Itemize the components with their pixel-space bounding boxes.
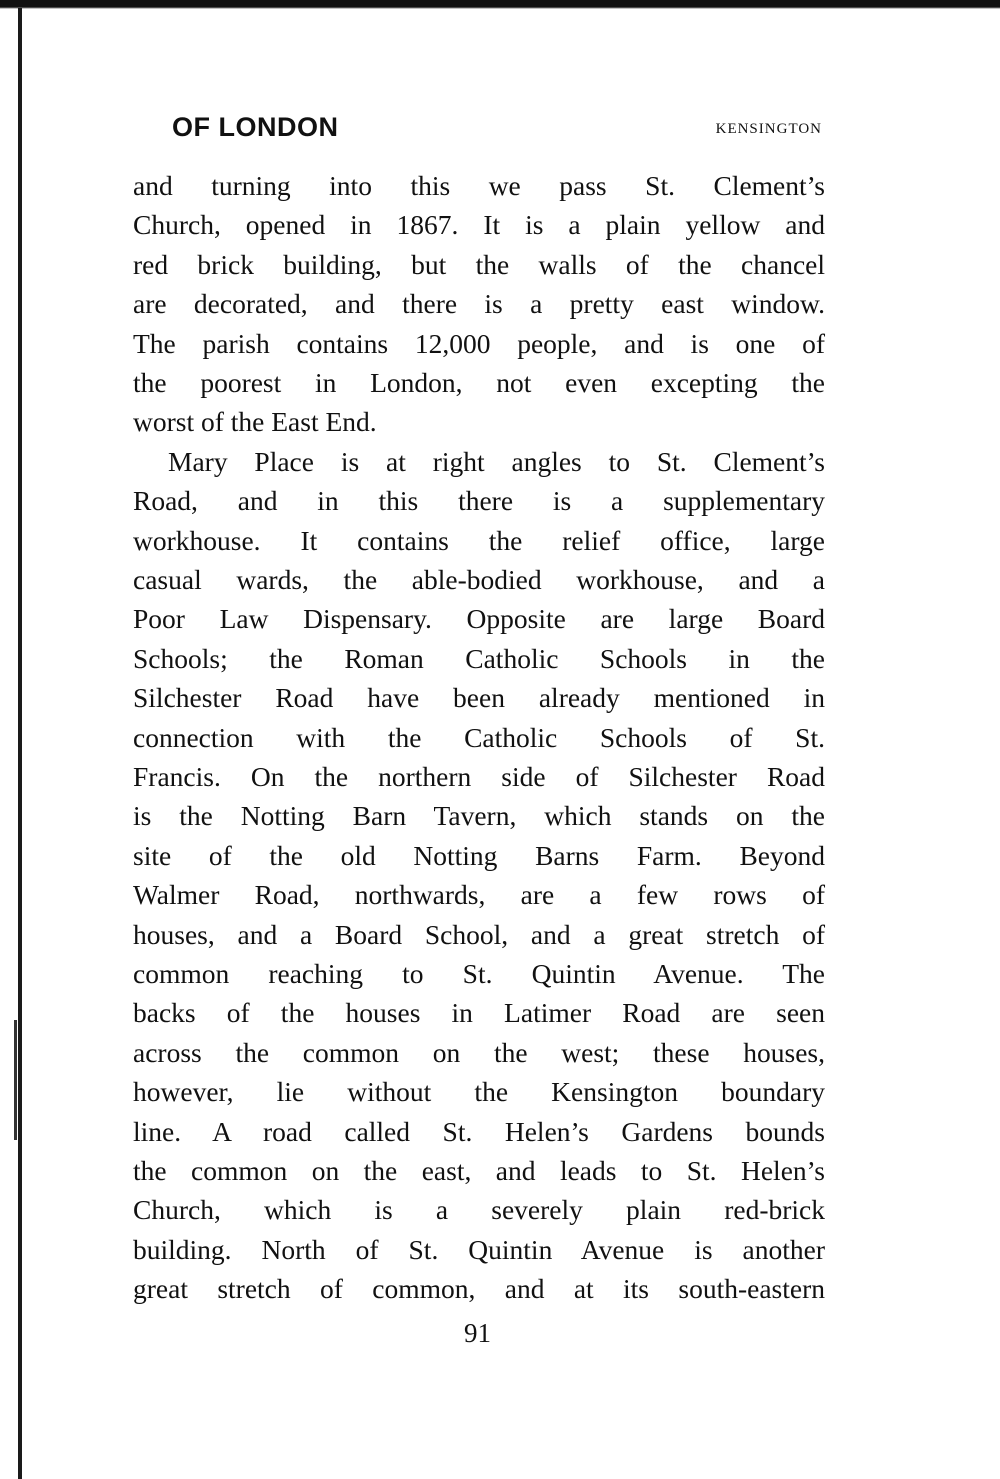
section-title: KENSINGTON xyxy=(715,121,822,137)
text-line: Schools; the Roman Catholic Schools in the xyxy=(133,642,825,674)
text-line: worst of the East End. xyxy=(133,406,377,438)
text-line: line. A road called St. Helen’s Gardens bounds xyxy=(133,1115,825,1147)
text-line: The parish contains 12,000 people, and is one of xyxy=(133,327,825,359)
text-line: Walmer Road, northwards, are a few rows of xyxy=(133,879,825,911)
text-line: Road, and in this there is a supplementary xyxy=(133,485,825,517)
page-top-edge xyxy=(0,0,1000,9)
text-line: site of the old Notting Barns Farm. Beyond xyxy=(133,839,825,871)
text-line: are decorated, and there is a pretty east window. xyxy=(133,288,825,320)
text-line: workhouse. It contains the relief office, large xyxy=(133,524,825,556)
running-title: OF LONDON xyxy=(172,112,339,142)
text-line: Silchester Road have been already mentioned in xyxy=(133,682,825,714)
text-line: Church, opened in 1867. It is a plain yellow and xyxy=(133,209,825,241)
text-line: common reaching to St. Quintin Avenue. The xyxy=(133,958,825,989)
text-line: however, lie without the Kensington boundary xyxy=(133,1076,825,1108)
text-line: the common on the east, and leads to St. Helen’s xyxy=(133,1155,825,1186)
text-line: is the Notting Barn Tavern, which stands on the xyxy=(133,800,825,832)
binding-edge-shadow xyxy=(14,1020,17,1140)
text-line: Mary Place is at right angles to St. Clement’s xyxy=(168,445,825,477)
text-line: Francis. On the northern side of Silchester Road xyxy=(133,761,825,792)
binding-edge xyxy=(18,8,22,1479)
text-line: connection with the Catholic Schools of St. xyxy=(133,721,825,753)
text-line: Church, which is a severely plain red-brick xyxy=(133,1194,825,1226)
text-line: building. North of St. Quintin Avenue is another xyxy=(133,1233,825,1265)
text-line: backs of the houses in Latimer Road are seen xyxy=(133,997,825,1029)
page-number: 91 xyxy=(464,1318,491,1348)
text-line: houses, and a Board School, and a great stretch of xyxy=(133,918,825,950)
text-line: great stretch of common, and at its south-eastern xyxy=(133,1273,825,1305)
text-line: and turning into this we pass St. Clement’s xyxy=(133,170,825,201)
text-line: the poorest in London, not even excepting the xyxy=(133,367,825,398)
text-line: Poor Law Dispensary. Opposite are large Board xyxy=(133,603,825,635)
text-line: red brick building, but the walls of the chancel xyxy=(133,248,825,280)
text-line: casual wards, the able-bodied workhouse, and a xyxy=(133,564,825,595)
text-line: across the common on the west; these houses, xyxy=(133,1036,825,1068)
